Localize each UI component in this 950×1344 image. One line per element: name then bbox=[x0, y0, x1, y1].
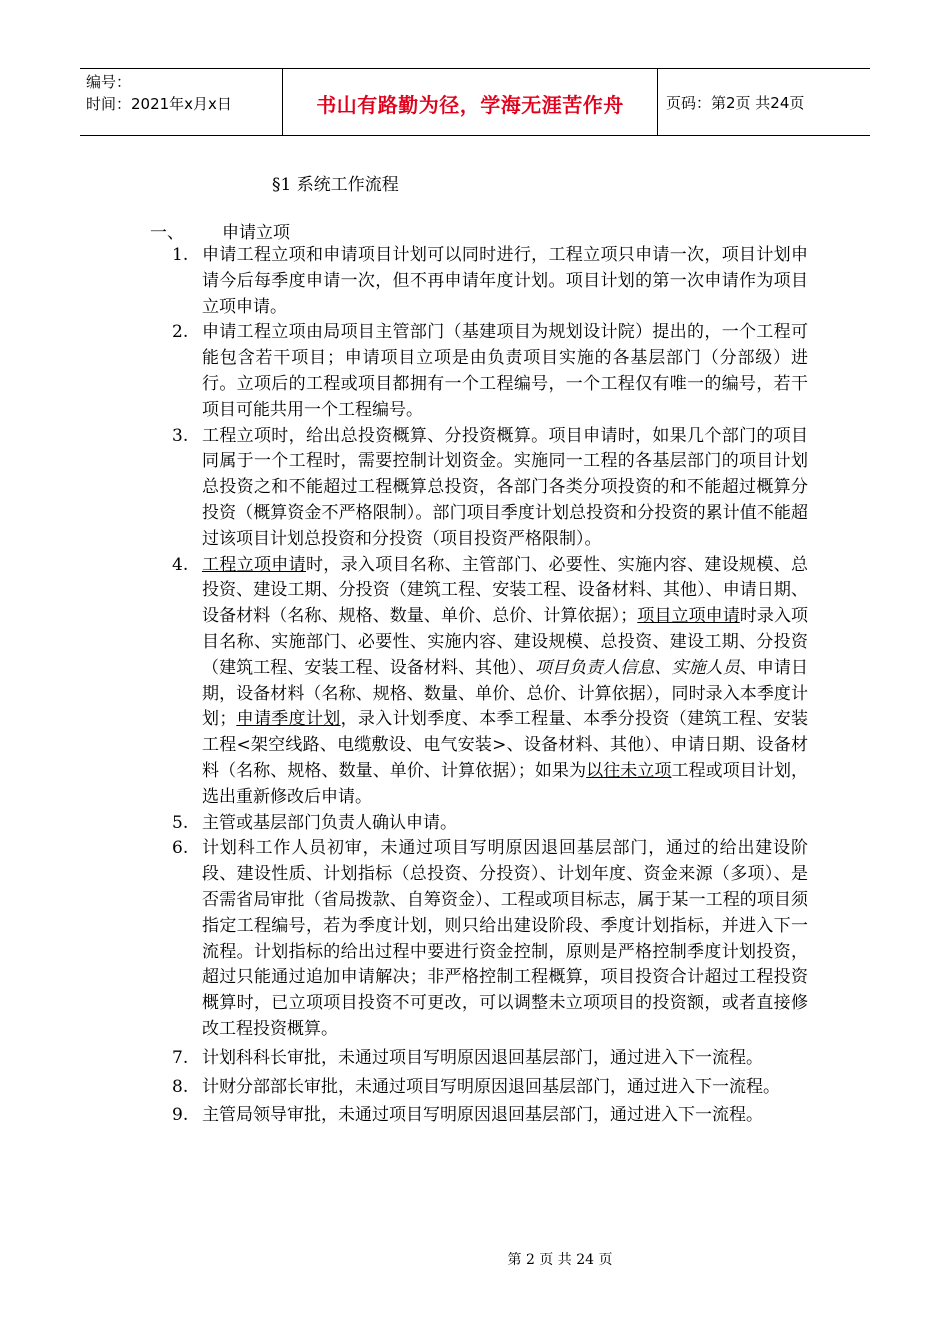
list-item bbox=[168, 1046, 808, 1072]
item-number: 2. bbox=[172, 322, 189, 343]
underlined-term: 项目立项申请 bbox=[637, 606, 740, 627]
item-text: 计划科科长审批，未通过项目写明原因退回基层部门，通过进入下一流程。 bbox=[202, 1047, 763, 1068]
item-text: 主管局领导审批，未通过项目写明原因退回基层部门，通过进入下一流程。 bbox=[202, 1105, 763, 1126]
page-footer: 第 2 页 共 24 页 bbox=[507, 1252, 613, 1268]
underlined-term: 申请季度计划 bbox=[236, 709, 341, 730]
item-number: 5. bbox=[172, 812, 189, 833]
subsection-heading bbox=[150, 218, 290, 243]
list-item bbox=[168, 836, 808, 1042]
underlined-term: 工程立项申请 bbox=[202, 554, 306, 575]
item-number: 8. bbox=[172, 1076, 189, 1097]
item-list bbox=[168, 243, 808, 1129]
item-text: 主管或基层部门负责人确认申请。 bbox=[202, 812, 457, 833]
list-item bbox=[168, 243, 808, 320]
item-text: 计财分部部长审批，未通过项目写明原因退回基层部门，通过进入下一流程。 bbox=[202, 1076, 780, 1097]
subsection-title: 申请立项 bbox=[222, 223, 290, 243]
list-item bbox=[168, 320, 808, 423]
time-label: 时间：2021年x月x日 bbox=[86, 95, 232, 113]
list-item bbox=[168, 424, 808, 553]
underlined-term: 以往未立项 bbox=[586, 760, 672, 781]
header-meta bbox=[80, 69, 282, 135]
item-text: 工程立项申请时，录入项目名称、主管部门、必要性、实施内容、建设规模、总投资、建设工期、分投资（建筑工程、安装工程、设备材料、其他）、申请日期、设备材料（名称、规格、数量、单价、总价、计算依据）；项目立项申请时录入项目名称、实施部门、必要性、实施内容、建设规模、总投资、建设工期、分投资（建筑工程、安装工程、设备材料、其他）、项目负责人信息、实施人员、申请日期，设备材料（名称、规格、数量、单价、总价、计算依据），同时录入本季度计划；申请季度计划，录入计划季度、本季工程量、本季分投资（建筑工程、安装工程<架空线路、电缆敷设、电气安装>、设备材料、其他）、申请日期、设备材料（名称、规格、数量、单价、计算依据）；如果为以往未立项工程或项目计划，选出重新修改后申请。 bbox=[202, 554, 809, 807]
subsection-number: 一、 bbox=[150, 223, 184, 243]
item-number: 1. bbox=[172, 245, 189, 265]
item-text: 计划科工作人员初审，未通过项目写明原因退回基层部门，通过的给出建设阶段、建设性质、计划指标（总投资、分投资）、计划年度、资金来源（多项）、是否需省局审批（省局拨款、自筹资金）、工程或项目标志，属于某一工程的项目须指定工程编号，若为季度计划，则只给出建设阶段、季度计划指标，并进入下一流程。计划指标的给出过程中要进行资金控制，原则是严格控制季度计划投资，超过只能通过追加申请解决；非严格控制工程概算，项目投资合计超过工程投资概算时，已立项项目投资不可更改，可以调整未立项项目的投资额，或者直接修改工程投资概算。 bbox=[202, 838, 808, 1039]
list-item bbox=[168, 811, 808, 837]
page-label: 页码：第2页 共24页 bbox=[666, 93, 805, 112]
list-item bbox=[168, 1075, 808, 1101]
italic-term: 项目负责人信息、实施人员 bbox=[534, 657, 740, 678]
header-motto-cell bbox=[282, 69, 658, 135]
list-item bbox=[168, 1103, 808, 1129]
item-text: 工程立项时，给出总投资概算、分投资概算。项目申请时，如果几个部门的项目同属于一个工程时，需要控制计划资金。实施同一工程的各基层部门的项目计划总投资之和不能超过工程概算总投资，各部门各类分项投资的和不能超过概算分投资（概算资金不严格限制）。部门项目季度计划总投资和分投资的累计值不能超过该项目计划总投资和分投资（项目投资严格限制）。 bbox=[202, 425, 808, 549]
item-text: 申请工程立项由局项目主管部门（基建项目为规划设计院）提出的，一个工程可能包含若干项目；申请项目立项是由负责项目实施的各基层部门（分部级）进行。立项后的工程或项目都拥有一个工程编号，一个工程仅有唯一的编号，若干项目可能共用一个工程编号。 bbox=[202, 322, 808, 420]
motto: 书山有路勤为径，学海无涯苦作舟 bbox=[316, 93, 624, 117]
header-page-cell bbox=[658, 69, 870, 135]
section-title: §1 系统工作流程 bbox=[272, 175, 399, 195]
item-number: 7. bbox=[172, 1047, 189, 1068]
list-item bbox=[168, 553, 808, 811]
item-text: 申请工程立项和申请项目计划可以同时进行，工程立项只申请一次，项目计划申请今后每季度申请一次，但不再申请年度计划。项目计划的第一次申请作为项目立项申请。 bbox=[202, 245, 808, 317]
item-number: 6. bbox=[172, 838, 189, 859]
item-number: 9. bbox=[172, 1105, 189, 1126]
code-label: 编号： bbox=[86, 73, 132, 91]
item-number: 3. bbox=[172, 425, 189, 446]
item-number: 4. bbox=[172, 554, 189, 575]
page-header bbox=[80, 68, 870, 136]
